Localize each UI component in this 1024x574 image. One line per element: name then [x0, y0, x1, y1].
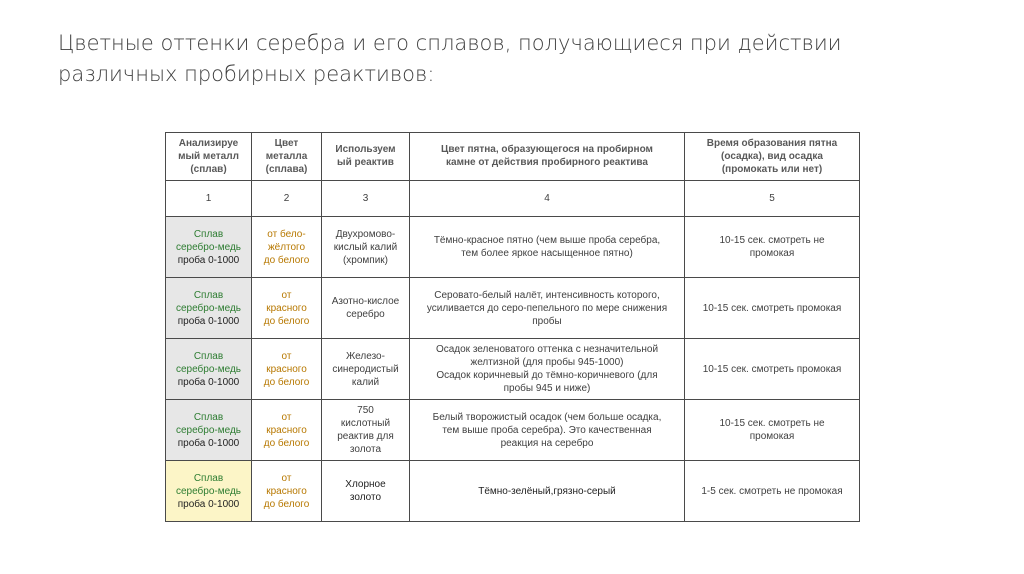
reagent-cell: 750 кислотный реактив для золота [322, 400, 410, 461]
metal-color-cell: от красного до белого [252, 278, 322, 339]
header-reagent: Используем ый реактив [322, 133, 410, 181]
column-number-row [166, 180, 860, 217]
metal-cell: Сплав серебро-медь проба 0-1000 [166, 278, 252, 339]
spot-cell: Белый творожистый осадок (чем больше осадка, тем выше проба серебра). Это качественная реакция на серебро [410, 400, 685, 461]
reagent-cell: Азотно-кислое серебро [322, 278, 410, 339]
header-color: Цвет металла (сплава) [252, 133, 322, 181]
table-row [166, 278, 860, 339]
title-line-1: Цветные оттенки серебра и его сплавов, получающиеся при действии [58, 31, 842, 55]
time-cell: 1-5 сек. смотреть не промокая [685, 461, 860, 522]
column-number: 5 [685, 180, 860, 217]
table-row [166, 339, 860, 400]
column-number: 3 [322, 180, 410, 217]
spot-cell: Тёмно-зелёный,грязно-серый [410, 461, 685, 522]
metal-cell: Сплав серебро-медь проба 0-1000 [166, 339, 252, 400]
header-time: Время образования пятна (осадка), вид осадка (промокать или нет) [685, 133, 860, 181]
metal-cell: Сплав серебро-медь проба 0-1000 [166, 217, 252, 278]
table-row [166, 400, 860, 461]
metal-cell: Сплав серебро-медь проба 0-1000 [166, 461, 252, 522]
time-cell: 10-15 сек. смотреть промокая [685, 339, 860, 400]
slide-title [58, 28, 958, 90]
header-metal: Анализируе мый металл (сплав) [166, 133, 252, 181]
reagent-cell: Хлорное золото [322, 461, 410, 522]
header-row [166, 133, 860, 181]
reagent-cell: Двухромово- кислый калий (хромпик) [322, 217, 410, 278]
title-line-2: различных пробирных реактивов: [58, 62, 435, 86]
time-cell: 10-15 сек. смотреть промокая [685, 278, 860, 339]
metal-color-cell: от красного до белого [252, 339, 322, 400]
reagent-cell: Железо- синеродистый калий [322, 339, 410, 400]
header-spot: Цвет пятна, образующегося на пробирном камне от действия пробирного реактива [410, 133, 685, 181]
time-cell: 10-15 сек. смотреть не промокая [685, 217, 860, 278]
metal-color-cell: от красного до белого [252, 400, 322, 461]
metal-color-cell: от красного до белого [252, 461, 322, 522]
metal-cell: Сплав серебро-медь проба 0-1000 [166, 400, 252, 461]
reagents-table [165, 132, 860, 522]
column-number: 4 [410, 180, 685, 217]
time-cell: 10-15 сек. смотреть не промокая [685, 400, 860, 461]
table-row [166, 217, 860, 278]
spot-cell: Осадок зеленоватого оттенка с незначительной желтизной (для пробы 945-1000) Осадок коричневый до тёмно-коричневого (для пробы 945 и ниже) [410, 339, 685, 400]
spot-cell: Серовато-белый налёт, интенсивность которого, усиливается до серо-пепельного по мере снижения пробы [410, 278, 685, 339]
column-number: 2 [252, 180, 322, 217]
column-number: 1 [166, 180, 252, 217]
metal-color-cell: от бело- жёлтого до белого [252, 217, 322, 278]
spot-cell: Тёмно-красное пятно (чем выше проба серебра, тем более яркое насыщенное пятно) [410, 217, 685, 278]
table-row [166, 461, 860, 522]
